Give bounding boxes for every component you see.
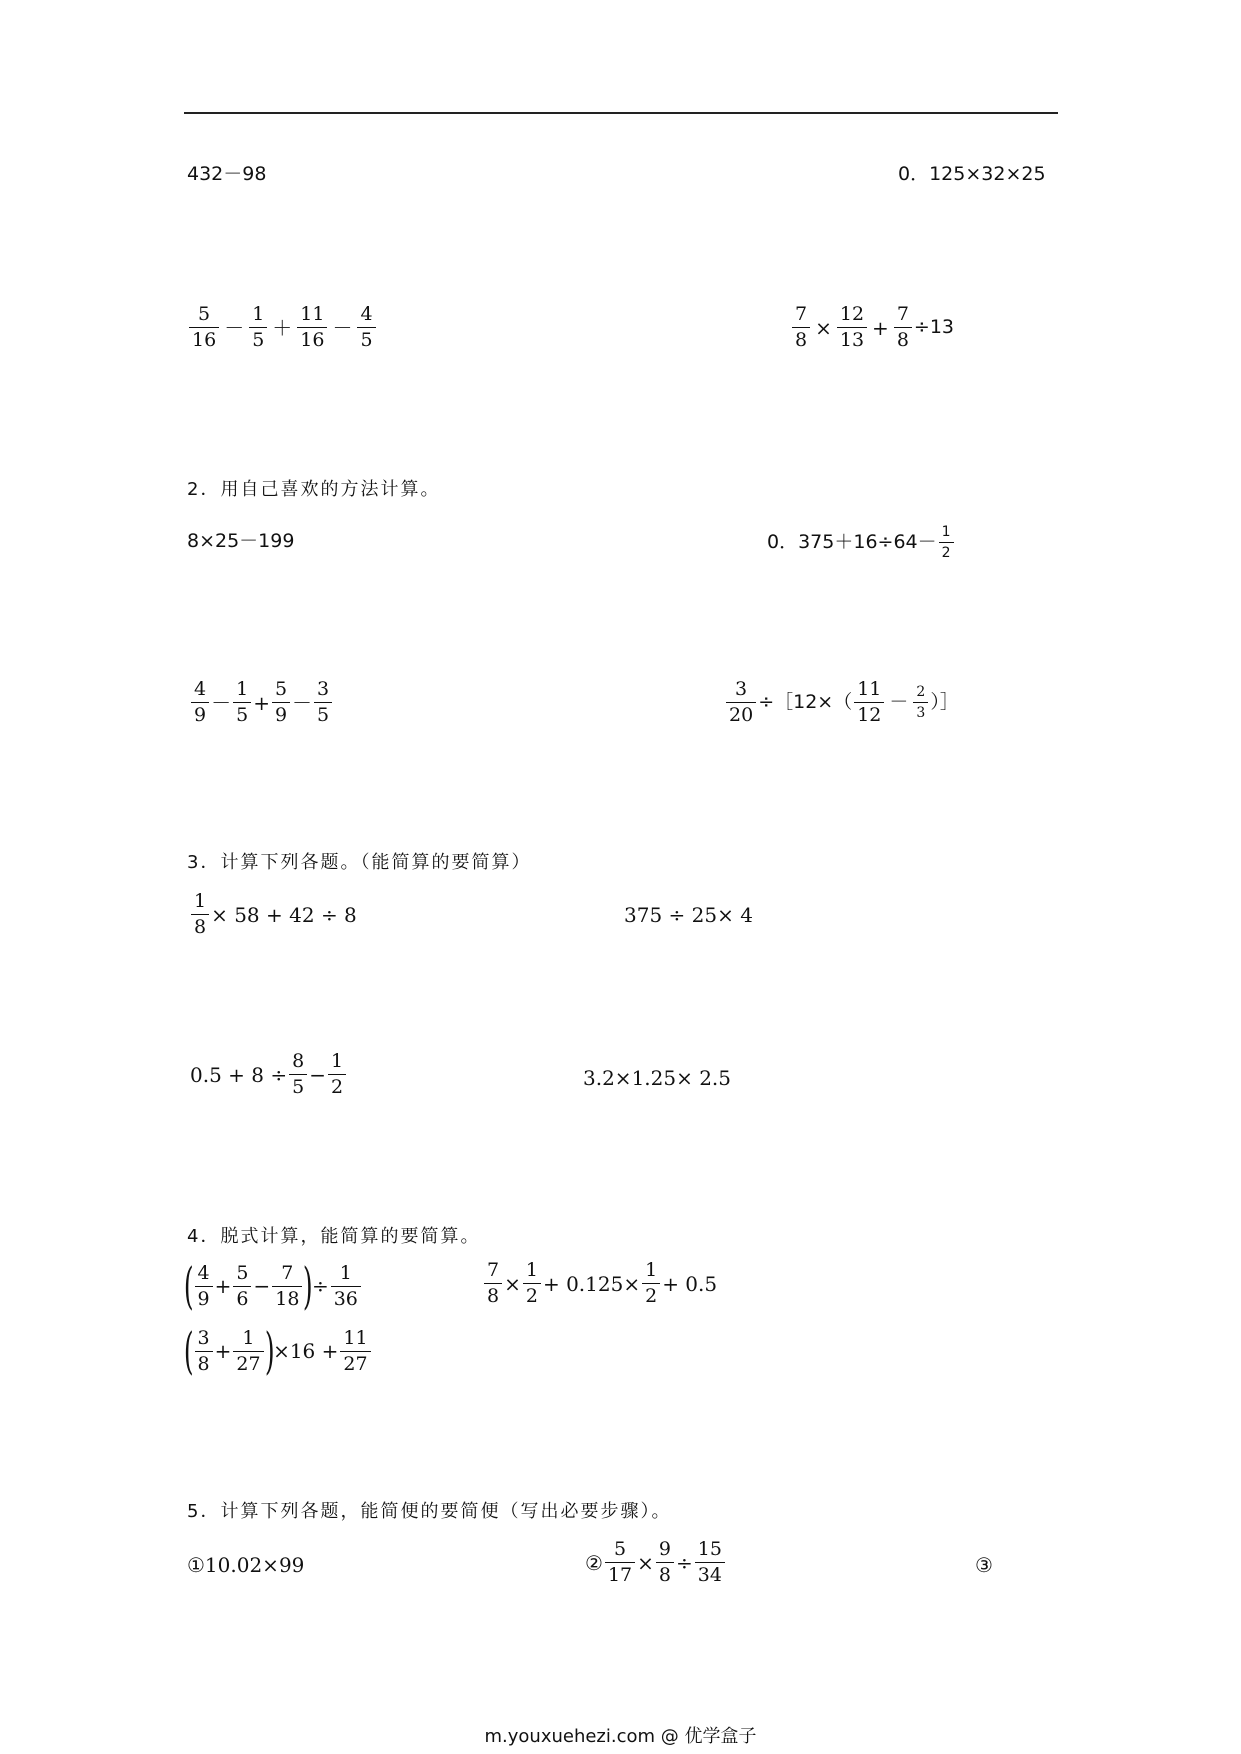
section-5-title: 5．计算下列各题，能简便的要简便（写出必要步骤）。 bbox=[187, 1501, 672, 1522]
operator: + bbox=[214, 1339, 232, 1363]
fraction: $\frac{7}{8}$ bbox=[792, 305, 810, 350]
expr-text: 0．375＋16÷64－ bbox=[767, 531, 937, 553]
fraction: $\frac{1}{2}$ bbox=[328, 1052, 346, 1097]
fraction: $\frac{5}{17}$ bbox=[605, 1540, 635, 1585]
fraction: $\frac{3}{8}$ bbox=[195, 1329, 213, 1374]
right-paren: ) bbox=[264, 1322, 275, 1380]
fraction: $\frac{1}{2}$ bbox=[523, 1261, 541, 1306]
footer-watermark: m.youxuehezi.com @ 优学盒子 bbox=[484, 1726, 757, 1747]
expr-text: 375 ÷ 25× 4 bbox=[624, 903, 753, 927]
operator: − bbox=[309, 1062, 326, 1087]
operator: ÷ bbox=[311, 1274, 329, 1298]
fraction: $\frac{1}{2}$ bbox=[642, 1261, 660, 1306]
expr-05-plus-8 bbox=[190, 1052, 348, 1097]
fraction: $\frac{3}{20}$ bbox=[726, 680, 756, 725]
expr-tail: × 58 + 42 ÷ 8 bbox=[211, 902, 357, 927]
header-rule bbox=[184, 112, 1058, 114]
fraction: $\frac{3}{5}$ bbox=[314, 680, 332, 725]
expr-5-17-x-9-8 bbox=[585, 1540, 727, 1585]
fraction: $\frac{4}{5}$ bbox=[357, 305, 375, 350]
operator: － bbox=[889, 691, 909, 713]
operator: × bbox=[637, 1550, 654, 1575]
fraction: $\frac{12}{13}$ bbox=[837, 305, 867, 350]
expr-mid: ÷［12×（ bbox=[758, 691, 853, 713]
right-paren: ) bbox=[303, 1257, 314, 1315]
expr-0375-plus bbox=[767, 525, 956, 560]
left-paren: ( bbox=[183, 1322, 194, 1380]
expr-mid: + 0.125× bbox=[542, 1271, 641, 1296]
fraction: $\frac{1}{2}$ bbox=[939, 525, 954, 560]
expr-mid: ×16 + bbox=[273, 1339, 339, 1363]
expr-paren-fraction-div bbox=[183, 1257, 363, 1315]
fraction: $\frac{1}{36}$ bbox=[331, 1264, 361, 1309]
fraction: $\frac{11}{12}$ bbox=[854, 680, 884, 725]
section-3-title: 3．计算下列各题。（能简算的要简算） bbox=[187, 852, 532, 873]
operator: + bbox=[872, 315, 889, 340]
expr-text: 3.2×1.25× 2.5 bbox=[583, 1066, 732, 1090]
fraction: $\frac{4}{9}$ bbox=[195, 1264, 213, 1309]
expr-tail: + 0.5 bbox=[662, 1271, 718, 1296]
expr-432-minus-98 bbox=[187, 165, 266, 184]
operator: + bbox=[214, 1274, 232, 1298]
fraction: $\frac{1}{27}$ bbox=[233, 1329, 263, 1374]
expr-lead: ② bbox=[585, 1550, 603, 1575]
fraction: $\frac{7}{8}$ bbox=[894, 305, 912, 350]
expr-text: 8×25－199 bbox=[187, 530, 295, 552]
expr-fraction-bracket bbox=[724, 680, 959, 725]
fraction: $\frac{1}{5}$ bbox=[249, 305, 267, 350]
operator: ＋ bbox=[272, 315, 293, 340]
section-2-title: 2．用自己喜欢的方法计算。 bbox=[187, 479, 441, 500]
operator: × bbox=[815, 315, 832, 340]
fraction: $\frac{2}{3}$ bbox=[913, 685, 928, 720]
operator: − bbox=[253, 1274, 271, 1298]
expr-fraction-sum-2 bbox=[189, 680, 334, 725]
operator: － bbox=[292, 690, 313, 715]
fraction: $\frac{1}{5}$ bbox=[233, 680, 251, 725]
operator: × bbox=[504, 1271, 521, 1296]
fraction: $\frac{5}{9}$ bbox=[272, 680, 290, 725]
section-4-title: 4．脱式计算，能简算的要简算。 bbox=[187, 1226, 481, 1247]
left-paren: ( bbox=[183, 1257, 194, 1315]
fraction: $\frac{11}{27}$ bbox=[340, 1329, 370, 1374]
operator: + bbox=[253, 690, 270, 715]
operator: － bbox=[332, 315, 353, 340]
fraction: $\frac{15}{34}$ bbox=[695, 1540, 725, 1585]
expr-fraction-product-1 bbox=[790, 305, 954, 350]
expr-text: ③ bbox=[975, 1553, 993, 1577]
expr-tail: ）］ bbox=[930, 691, 959, 713]
fraction: $\frac{11}{16}$ bbox=[297, 305, 327, 350]
expr-7-8-x-half bbox=[482, 1261, 717, 1306]
fraction: $\frac{8}{5}$ bbox=[289, 1052, 307, 1097]
operator: ÷ bbox=[675, 1550, 693, 1575]
expr-1002x99 bbox=[187, 1555, 304, 1575]
expr-item-3 bbox=[975, 1555, 993, 1575]
expr-fraction-sum-1 bbox=[187, 305, 378, 350]
expr-8x25-minus-199 bbox=[187, 532, 294, 551]
fraction: $\frac{5}{6}$ bbox=[233, 1264, 251, 1309]
fraction: $\frac{9}{8}$ bbox=[656, 1540, 674, 1585]
expr-tail: ÷13 bbox=[913, 316, 955, 338]
fraction: $\frac{7}{18}$ bbox=[272, 1264, 302, 1309]
expr-lead: 0.5 + 8 ÷ bbox=[190, 1062, 288, 1087]
expr-text: 0．125×32×25 bbox=[898, 163, 1046, 185]
expr-text: ①10.02×99 bbox=[187, 1553, 305, 1577]
fraction: $\frac{1}{8}$ bbox=[191, 892, 209, 937]
expr-0125x32x25 bbox=[898, 165, 1046, 184]
expr-1-8-x58 bbox=[189, 892, 357, 937]
expr-32x125x25 bbox=[583, 1068, 731, 1088]
expr-text: 432－98 bbox=[187, 163, 267, 185]
expr-375-div-25x4 bbox=[624, 905, 753, 925]
expr-paren-x16 bbox=[183, 1322, 373, 1380]
fraction: $\frac{7}{8}$ bbox=[484, 1261, 502, 1306]
fraction: $\frac{5}{16}$ bbox=[189, 305, 219, 350]
fraction: $\frac{4}{9}$ bbox=[191, 680, 209, 725]
operator: － bbox=[224, 315, 245, 340]
operator: － bbox=[211, 690, 232, 715]
